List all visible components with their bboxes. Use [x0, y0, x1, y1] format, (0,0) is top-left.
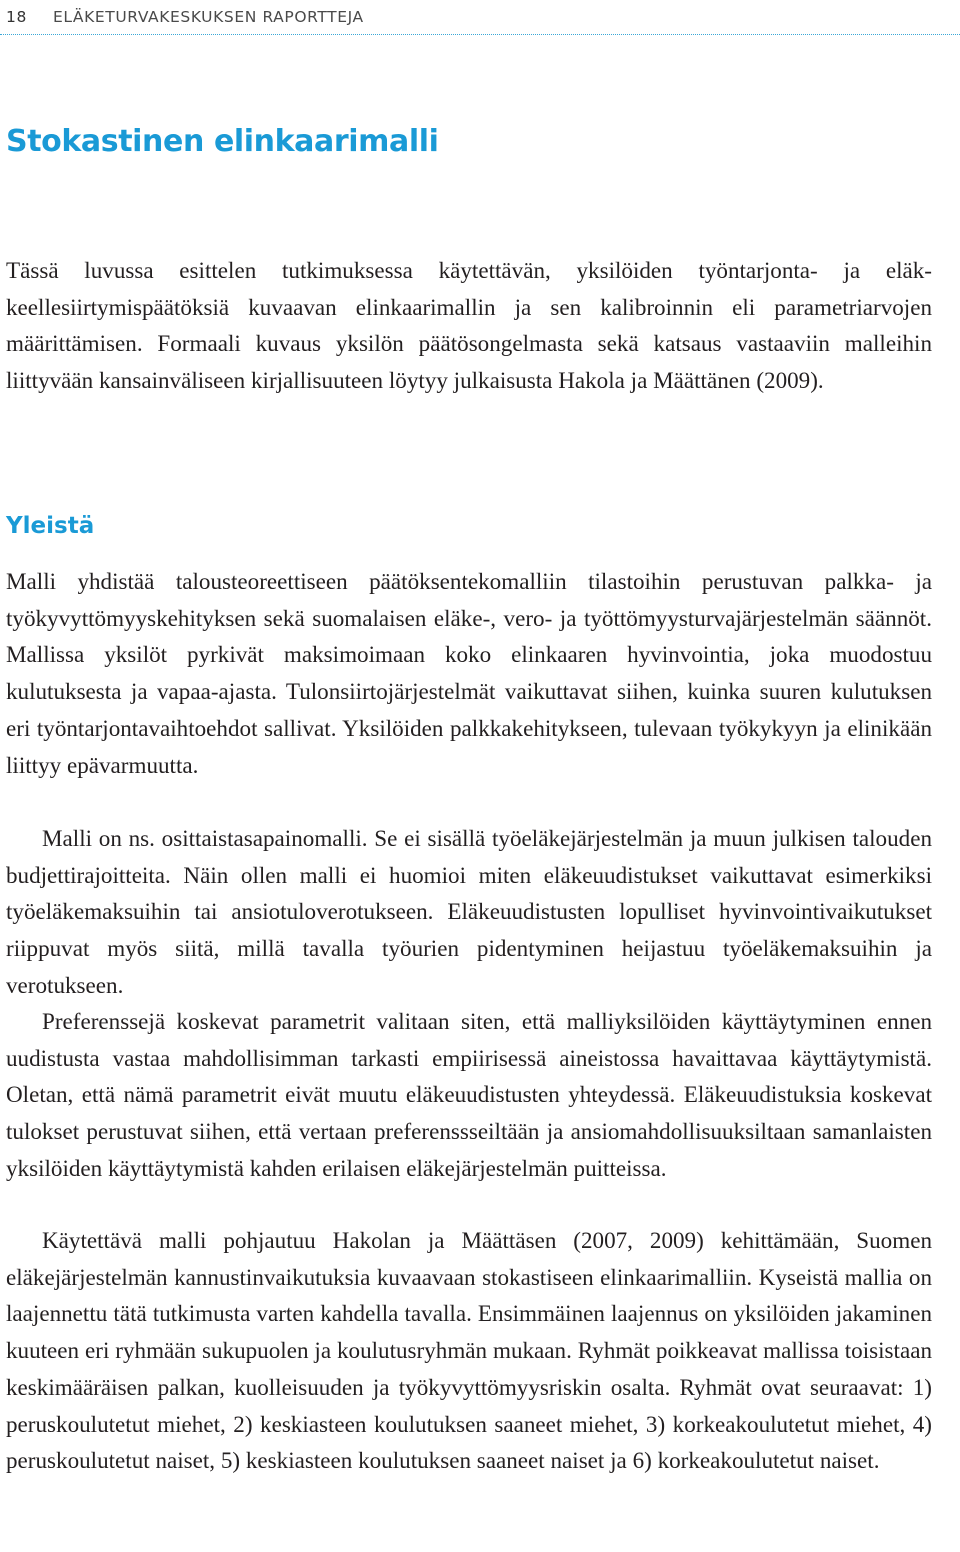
chapter-title: Stokastinen elinkaarimalli — [6, 124, 439, 159]
body-paragraph: Preferenssejä koskevat parametrit valitaan siten, että malliyksilöiden käyttäytyminen ennen uudistusta vastaa mahdollisimman tarkasti empiirisessä aineistossa havaittavaa käyttäytymistä. Oletan, että nämä parametrit eivät muutu eläkeuudistusten yhteydessä. Eläkeuudistuksia koskevat tulokset perustuvat siihen, että vertaan preferenssseiltään ja ansiomahdollisuuksiltaan samanlaisten yksilöiden käyttäytymistä kahden erilaisen eläkejärjestelmän puitteissa. — [6, 1008, 932, 1181]
body-paragraph: Malli on ns. osittaistasapainomalli. Se ei sisällä työeläkejärjestelmän ja muun julkisen talouden budjettirajoitteita. Näin ollen malli ei huomioi miten eläkeuudistukset vaikuttavat esimerkiksi työeläkemaksuihin tai ansiotuloverotukseen. Eläkeuudistusten lopulliset hyvinvointivaikutukset riippuvat myös siitä, millä tavalla työurien pidentyminen heijastuu työeläkemaksuihin ja verotukseen. — [6, 825, 932, 998]
section-heading: Yleistä — [6, 513, 95, 539]
body-paragraph: Malli yhdistää talousteoreettiseen päätöksentekomalliin tilastoihin perustuvan palkka- ja työkyvyttömyyskehityksen sekä suomalaisen eläke-, vero- ja työttömyysturvajärjestelmän säännöt. Mallissa yksilöt pyrkivät maksimoimaan koko elinkaaren hyvinvointia, joka muodostuu kulutuksesta ja vapaa-ajasta. Tulonsiirtojärjestelmät vaikuttavat siihen, kuinka suuren kulutuksen eri työntarjontavaihtoehdot sallivat. Yksilöiden palkkakehitykseen, tulevaan työkykyyn ja elinikään liittyy epävarmuutta. — [6, 568, 932, 778]
header-divider — [0, 34, 960, 35]
page-number: 18 — [6, 8, 27, 26]
body-paragraph: Käytettävä malli pohjautuu Hakolan ja Määttäsen (2007, 2009) kehittämään, Suomen eläkejärjestelmän kannustinvaikutuksia kuvaavaan stokastiseen elinkaarimalliin. Kyseistä mallia on laajennettu tätä tutkimusta varten kahdella tavalla. Ensimmäinen laajennus on yksilöiden jakaminen kuuteen eri ryhmään sukupuolen ja koulutusryhmän mukaan. Ryhmät poikkeavat mallissa toisistaan keskimääräisen palkan, kuolleisuuden ja työkyvyttömyysriskin osalta. Ryhmät ovat seuraavat: 1) peruskoulutetut miehet, 2) keskiasteen koulutuksen saaneet miehet, 3) korkeakoulutetut miehet, 4) peruskoulutetut naiset, 5) keskiasteen koulutuksen saaneet naiset ja 6) korkeakoulutetut naiset. — [6, 1227, 932, 1474]
series-title: ELÄKETURVAKESKUKSEN RAPORTTEJA — [52, 8, 364, 26]
intro-paragraph: Tässä luvussa esittelen tutkimuksessa käytettävän, yksilöiden työntarjonta- ja eläkkeellesiirtymispäätöksiä kuvaavan elinkaarimallin ja sen kalibroinnin eli parametriarvojen määrittämisen. Formaali kuvaus yksilön päätösongelmasta sekä katsaus vastaaviin malleihin liittyvään kansainväliseen kirjallisuuteen löytyy julkaisusta Hakola ja Määttänen (2009). — [6, 257, 932, 394]
running-header — [6, 2, 954, 32]
